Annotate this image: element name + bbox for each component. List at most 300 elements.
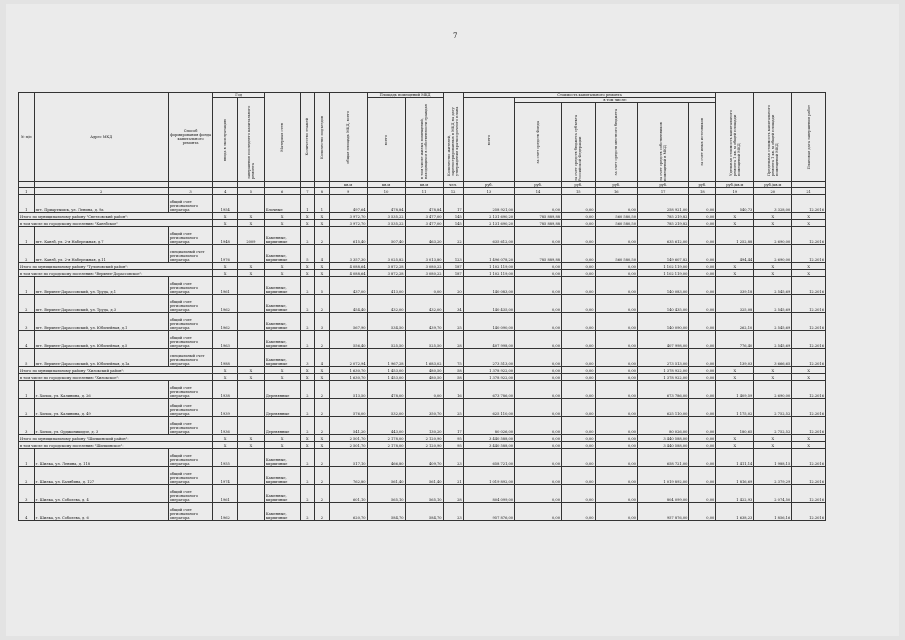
cell-col-1: 2 xyxy=(19,295,35,313)
cell-col-6: Деревянные xyxy=(264,417,300,435)
cell-col-7: X xyxy=(300,263,315,270)
cell-col-2: г. Шилка, ул. Соболева, д. 6 xyxy=(34,503,168,521)
building-row xyxy=(19,277,826,295)
cell-col-8: 2 xyxy=(315,485,330,503)
cell-col-19: X xyxy=(716,270,754,277)
column-numbers-row xyxy=(19,188,826,195)
cell-col-14: 0,00 xyxy=(515,313,562,331)
cell-col-21: 12.2016 xyxy=(792,245,826,263)
cell-col-5: X xyxy=(238,367,265,374)
cell-col-12: 25 xyxy=(443,313,463,331)
cell-col-7: 2 xyxy=(300,313,315,331)
cell-col-20: 2 545,69 xyxy=(754,331,792,349)
cell-col-17: 407 998,00 xyxy=(637,331,688,349)
header-wall-material: Материал стен xyxy=(264,93,300,182)
unit-cell-12: чел. xyxy=(443,182,463,188)
cell-col-11: 2 120,90 xyxy=(405,435,443,442)
cell-col-8: X xyxy=(315,220,330,227)
header-cost-total: всего xyxy=(463,98,514,182)
cell-col-15: 0,00 xyxy=(562,220,596,227)
cell-col-16: 560 580,50 xyxy=(595,220,637,227)
cell-col-21: X xyxy=(792,374,826,381)
cell-col-12: 95 xyxy=(443,442,463,449)
cell-col-7: 2 xyxy=(300,503,315,521)
cell-col-8: 4 xyxy=(315,349,330,367)
cell-col-15: 0,00 xyxy=(562,449,596,467)
cell-col-7: 2 xyxy=(300,417,315,435)
cell-col-10: 584,70 xyxy=(367,503,405,521)
cell-col-10: 525,50 xyxy=(367,331,405,349)
cell-col-10: 532,00 xyxy=(367,399,405,417)
header-address: Адрес МКД xyxy=(34,93,168,182)
cell-col-18: 0,00 xyxy=(689,295,716,313)
cell-col-9: 2 501,70 xyxy=(329,442,367,449)
cell-col-11: 3 477,00 xyxy=(405,220,443,227)
cell-col-12: 17 xyxy=(443,195,463,213)
cell-col-11: 432,00 xyxy=(405,295,443,313)
cell-col-16: 0,00 xyxy=(595,270,637,277)
cell-col-12: 28 xyxy=(443,485,463,503)
cell-col-6: Каменные, кирпичные xyxy=(264,313,300,331)
cell-col-14: 0,00 xyxy=(515,270,562,277)
subtotal-label: в том числе по городскому поселению "Хилокское": xyxy=(19,374,213,381)
cell-col-10: 1 453,00 xyxy=(367,367,405,374)
cell-col-16: 0,00 xyxy=(595,374,637,381)
cell-col-21: 12.2016 xyxy=(792,313,826,331)
cell-col-7: X xyxy=(300,435,315,442)
cell-col-5 xyxy=(238,245,265,263)
cell-col-3: общий счет регионального оператора xyxy=(168,503,213,521)
cell-col-3: общий счет регионального оператора xyxy=(168,417,213,435)
cell-col-7: X xyxy=(300,213,315,220)
cell-col-4: 1938 xyxy=(213,381,238,399)
cell-col-16: 0,00 xyxy=(595,277,637,295)
cell-col-19: X xyxy=(716,263,754,270)
cell-col-20: 2 379,29 xyxy=(754,467,792,485)
cell-col-6: Каменные, кирпичные xyxy=(264,331,300,349)
cell-col-19: X xyxy=(716,220,754,227)
cell-col-21: 12.2016 xyxy=(792,381,826,399)
cell-col-15: 0,00 xyxy=(562,442,596,449)
cell-col-14: 0,00 xyxy=(515,367,562,374)
cell-col-14: 0,00 xyxy=(515,467,562,485)
cell-col-12: 187 xyxy=(443,270,463,277)
cell-col-20: 2 752,52 xyxy=(754,417,792,435)
cell-col-11: 565,10 xyxy=(405,485,443,503)
cell-col-18: 0,00 xyxy=(689,381,716,399)
subtotal-label: Итого по муниципальному району "Тулоновский район": xyxy=(19,263,213,270)
cell-col-19: 1 638,23 xyxy=(716,503,754,521)
cell-col-3: общий счет регионального оператора xyxy=(168,195,213,213)
cell-col-6: X xyxy=(264,374,300,381)
cell-col-9: 4 088,64 xyxy=(329,270,367,277)
page-number: 7 xyxy=(453,32,458,40)
cell-col-19: X xyxy=(716,213,754,220)
cell-col-13: 1 378 922,00 xyxy=(463,367,514,374)
cell-col-15: 0,00 xyxy=(562,485,596,503)
cell-col-21: 12.2016 xyxy=(792,449,826,467)
building-row xyxy=(19,417,826,435)
cell-col-4: X xyxy=(213,213,238,220)
cell-col-10: 3 025,82 xyxy=(367,245,405,263)
cell-col-8: 4 xyxy=(315,245,330,263)
cell-col-8: X xyxy=(315,213,330,220)
cell-col-18: 0,00 xyxy=(689,227,716,245)
cell-col-13: 258 921,00 xyxy=(463,195,514,213)
column-number-20: 20 xyxy=(754,188,792,195)
cell-col-11: 478,84 xyxy=(405,195,443,213)
subtotal-label: в том числе по городскому поселению "Верхнее-Дорассовское": xyxy=(19,270,213,277)
header-owners: за счет средств собственников помещений в МКД xyxy=(637,103,688,182)
cell-col-13: 3 440 588,00 xyxy=(463,435,514,442)
cell-col-18: 0,00 xyxy=(689,331,716,349)
cell-col-19: 540,73 xyxy=(716,195,754,213)
cell-col-4: 1962 xyxy=(213,503,238,521)
cell-col-13: 957 876,00 xyxy=(463,503,514,521)
cell-col-9: 3 357,30 xyxy=(329,245,367,263)
subtotal-row xyxy=(19,213,826,220)
cell-col-13: 1 019 892,00 xyxy=(463,467,514,485)
cell-col-4: 1939 xyxy=(213,399,238,417)
cell-col-11: 3 013,80 xyxy=(405,245,443,263)
cell-col-4: 1962 xyxy=(213,295,238,313)
header-area-total: всего xyxy=(367,98,405,182)
cell-col-15: 0,00 xyxy=(562,435,596,442)
cell-col-1: 1 xyxy=(19,381,35,399)
cell-col-12: 34 xyxy=(443,295,463,313)
cell-col-20: 2 545,69 xyxy=(754,277,792,295)
cell-col-3: общий счет регионального оператора xyxy=(168,313,213,331)
cell-col-8: X xyxy=(315,374,330,381)
cell-col-5: X xyxy=(238,374,265,381)
building-row xyxy=(19,503,826,521)
cell-col-21: 12.2016 xyxy=(792,349,826,367)
cell-col-21: 12.2016 xyxy=(792,503,826,521)
cell-col-2: г. Шилка, ул. Балябина, д. 127 xyxy=(34,467,168,485)
cell-col-6: X xyxy=(264,270,300,277)
cell-col-7: X xyxy=(300,442,315,449)
cell-col-16: 0,00 xyxy=(595,295,637,313)
table-body xyxy=(19,195,826,521)
unit-cell-9: кв.м xyxy=(329,182,367,188)
cell-col-7: 2 xyxy=(300,485,315,503)
cell-col-8: 2 xyxy=(315,227,330,245)
cell-col-11: 561,40 xyxy=(405,467,443,485)
cell-col-5: X xyxy=(238,220,265,227)
cell-col-10: 1 967,28 xyxy=(367,349,405,367)
cell-col-3: специальный счет регионального оператора xyxy=(168,349,213,367)
header-year-commission: ввода в эксплуатацию xyxy=(213,98,238,182)
cell-col-2: пгт. Канзб, ул. 2-я Набережная, д.7 xyxy=(34,227,168,245)
cell-col-19: 494,44 xyxy=(716,245,754,263)
column-number-1: 1 xyxy=(19,188,35,195)
cell-col-10: 1 453,00 xyxy=(367,374,405,381)
cell-col-9: 3 972,70 xyxy=(329,220,367,227)
cell-col-6: Каменные, кирпичные xyxy=(264,449,300,467)
cell-col-10: 3 535,22 xyxy=(367,213,405,220)
cell-col-5 xyxy=(238,503,265,521)
cell-col-5 xyxy=(238,295,265,313)
cell-col-6: X xyxy=(264,213,300,220)
cell-col-6: Каменные, кирпичные xyxy=(264,277,300,295)
cell-col-19: 180,65 xyxy=(716,417,754,435)
cell-col-14: 0,00 xyxy=(515,381,562,399)
column-number-19: 19 xyxy=(716,188,754,195)
cell-col-13: 658 721,00 xyxy=(463,449,514,467)
cell-col-14: 0,00 xyxy=(515,485,562,503)
cell-col-4: X xyxy=(213,442,238,449)
cell-col-13: 407 998,00 xyxy=(463,331,514,349)
cell-col-13: 140 090,00 xyxy=(463,313,514,331)
cell-col-3: общий счет регионального оператора xyxy=(168,227,213,245)
subtotal-label: в том числе по городскому поселению "Шилкинское": xyxy=(19,442,213,449)
cell-col-20: 1 856,16 xyxy=(754,503,792,521)
cell-col-18: 0,00 xyxy=(689,313,716,331)
cell-col-2: г. Шилка, ул. Соболева, д. 4 xyxy=(34,485,168,503)
cell-col-20: X xyxy=(754,213,792,220)
cell-col-4: 1936 xyxy=(213,417,238,435)
cell-col-19: 1 411,14 xyxy=(716,449,754,467)
cell-col-7: 2 xyxy=(300,467,315,485)
building-row xyxy=(19,227,826,245)
cell-col-16: 0,00 xyxy=(595,449,637,467)
cell-col-1: 3 xyxy=(19,313,35,331)
cell-col-9: 601,10 xyxy=(329,485,367,503)
cell-col-11: 409,70 xyxy=(405,449,443,467)
header-max-cost: Предельная стоимость капитального ремонта 1 кв. м общей площади помещений МКД xyxy=(754,93,792,182)
cell-col-17: 785 219,82 xyxy=(637,213,688,220)
cell-col-6: Блочные xyxy=(264,195,300,213)
cell-col-17: 258 921,00 xyxy=(637,195,688,213)
cell-col-21: X xyxy=(792,263,826,270)
cell-col-2: г. Хилок, ул. Калинина, д. 49 xyxy=(34,399,168,417)
cell-col-5 xyxy=(238,277,265,295)
cell-col-14: 785 889,88 xyxy=(515,245,562,263)
cell-col-17: 140 435,00 xyxy=(637,295,688,313)
cell-col-6: Каменные, кирпичные xyxy=(264,485,300,503)
cell-col-8: X xyxy=(315,270,330,277)
cell-col-16: 560 580,50 xyxy=(595,245,637,263)
cell-col-2: г. Хилок, ул. Калинина, д. 26 xyxy=(34,381,168,399)
building-row xyxy=(19,485,826,503)
cell-col-20: X xyxy=(754,220,792,227)
cell-col-9: 517,10 xyxy=(329,449,367,467)
header-total-area: общая площадь МКД, всего xyxy=(329,93,367,182)
cell-col-17: 80 026,00 xyxy=(637,417,688,435)
cell-col-4: X xyxy=(213,374,238,381)
cell-col-1: 4 xyxy=(19,331,35,349)
cell-col-8: X xyxy=(315,263,330,270)
cell-col-8: 2 xyxy=(315,295,330,313)
column-number-17: 17 xyxy=(637,188,688,195)
subtotal-label: Итого по муниципальному району "Шилкинский район": xyxy=(19,435,213,442)
cell-col-6: X xyxy=(264,220,300,227)
cell-col-4: 1961 xyxy=(213,277,238,295)
cell-col-20: X xyxy=(754,367,792,374)
cell-col-15: 0,00 xyxy=(562,417,596,435)
cell-col-12: 75 xyxy=(443,349,463,367)
cell-col-5 xyxy=(238,485,265,503)
cell-col-11: 584,70 xyxy=(405,503,443,521)
cell-col-14: 785 889,88 xyxy=(515,220,562,227)
cell-col-20: 1 988,15 xyxy=(754,449,792,467)
cell-col-18: 0,00 xyxy=(689,449,716,467)
subtotal-row xyxy=(19,263,826,270)
cell-col-10: 3 872,28 xyxy=(367,270,405,277)
cell-col-18: 0,00 xyxy=(689,245,716,263)
cell-col-7: X xyxy=(300,367,315,374)
cell-col-3: общий счет регионального оператора xyxy=(168,467,213,485)
cell-col-6: X xyxy=(264,442,300,449)
cell-col-4: X xyxy=(213,263,238,270)
cell-col-9: 4 088,64 xyxy=(329,263,367,270)
column-number-16: 16 xyxy=(595,188,637,195)
cell-col-13: 673 786,00 xyxy=(463,381,514,399)
cell-col-9: 541,20 xyxy=(329,417,367,435)
cell-col-16: 0,00 xyxy=(595,399,637,417)
building-row xyxy=(19,245,826,263)
cell-col-21: 12.2016 xyxy=(792,399,826,417)
cell-col-13: 273 513,00 xyxy=(463,349,514,367)
cell-col-18: 0,00 xyxy=(689,277,716,295)
subtotal-row xyxy=(19,442,826,449)
cell-col-18: 0,00 xyxy=(689,503,716,521)
cell-col-5 xyxy=(238,467,265,485)
cell-col-12: 58 xyxy=(443,374,463,381)
cell-col-21: 12.2016 xyxy=(792,331,826,349)
cell-col-5: X xyxy=(238,270,265,277)
cell-col-7: 5 xyxy=(300,245,315,263)
cell-col-4: X xyxy=(213,435,238,442)
cell-col-19: 1 816,69 xyxy=(716,467,754,485)
cell-col-19: 325,08 xyxy=(716,295,754,313)
cell-col-20: 2 545,69 xyxy=(754,313,792,331)
cell-col-6: Каменные, кирпичные xyxy=(264,503,300,521)
cell-col-11: 3 080,22 xyxy=(405,263,443,270)
cell-col-11: 463,20 xyxy=(405,227,443,245)
unit-cell-11: кв.м xyxy=(405,182,443,188)
cell-col-7: 2 xyxy=(300,331,315,349)
header-incl: в том числе: xyxy=(515,98,716,103)
cell-col-2: пгт. Приартышск, ул. Ленина, д. 9а xyxy=(34,195,168,213)
cell-col-11: 480,50 xyxy=(405,374,443,381)
cell-col-1: 2 xyxy=(19,399,35,417)
cell-col-12: 22 xyxy=(443,227,463,245)
cell-col-6: Деревянные xyxy=(264,381,300,399)
cell-col-20: X xyxy=(754,374,792,381)
cell-col-6: Каменные, кирпичные xyxy=(264,227,300,245)
cell-col-21: X xyxy=(792,213,826,220)
cell-col-12: 20 xyxy=(443,277,463,295)
cell-col-19: 1 175,02 xyxy=(716,399,754,417)
cell-col-21: X xyxy=(792,367,826,374)
column-number-4: 4 xyxy=(213,188,238,195)
cell-col-15: 0,00 xyxy=(562,270,596,277)
cell-col-14: 0,00 xyxy=(515,449,562,467)
cell-col-12: 17 xyxy=(443,417,463,435)
cell-col-17: 3 440 588,00 xyxy=(637,435,688,442)
building-row xyxy=(19,467,826,485)
cell-col-6: X xyxy=(264,263,300,270)
cell-col-7: 2 xyxy=(300,399,315,417)
building-row xyxy=(19,449,826,467)
cell-col-11: 525,50 xyxy=(405,331,443,349)
cell-col-12: 23 xyxy=(443,449,463,467)
cell-col-18: 0,00 xyxy=(689,195,716,213)
cell-col-10: 3 872,28 xyxy=(367,263,405,270)
cell-col-5 xyxy=(238,399,265,417)
cell-col-9: 567,90 xyxy=(329,313,367,331)
cell-col-8: 2 xyxy=(315,381,330,399)
cell-col-3: общий счет регионального оператора xyxy=(168,295,213,313)
cell-col-5 xyxy=(238,381,265,399)
cell-col-5: X xyxy=(238,263,265,270)
cell-col-15: 0,00 xyxy=(562,349,596,367)
cell-col-21: X xyxy=(792,220,826,227)
column-number-8: 8 xyxy=(315,188,330,195)
cell-col-20: X xyxy=(754,442,792,449)
cell-col-21: 12.2016 xyxy=(792,277,826,295)
header-specific-cost: Удельная стоимость капитального ремонта 1 кв. м общей площади помещений МКД xyxy=(716,93,754,182)
cell-col-10: 432,00 xyxy=(367,295,405,313)
cell-col-10: 561,40 xyxy=(367,467,405,485)
cell-col-20: X xyxy=(754,263,792,270)
building-row xyxy=(19,331,826,349)
cell-col-21: 12.2016 xyxy=(792,467,826,485)
cell-col-14: 0,00 xyxy=(515,435,562,442)
cell-col-21: X xyxy=(792,435,826,442)
cell-col-1: 2 xyxy=(19,467,35,485)
table-header xyxy=(19,93,826,195)
column-number-13: 13 xyxy=(463,188,514,195)
cell-col-17: 149 607,82 xyxy=(637,245,688,263)
cell-col-4: 1976 xyxy=(213,245,238,263)
cell-col-8: 2 xyxy=(315,417,330,435)
cell-col-11: 3 477,00 xyxy=(405,213,443,220)
cell-col-17: 635 612,00 xyxy=(637,227,688,245)
cell-col-17: 957 876,00 xyxy=(637,503,688,521)
cell-col-14: 0,00 xyxy=(515,399,562,417)
building-row xyxy=(19,195,826,213)
cell-col-7: 2 xyxy=(300,227,315,245)
cell-col-2: г. Шилка, ул. Ленина, д. 118 xyxy=(34,449,168,467)
column-number-2: 2 xyxy=(34,188,168,195)
cell-col-8: 2 xyxy=(315,331,330,349)
building-row xyxy=(19,349,826,367)
cell-col-10: 3 535,22 xyxy=(367,220,405,227)
header-residents: Количество жителей, зарегистрированных в МКД на дату утверждения краткосрочного плана xyxy=(443,93,463,182)
unit-cell-18: руб. xyxy=(689,182,716,188)
cell-col-5 xyxy=(238,195,265,213)
cell-col-1: 4 xyxy=(19,503,35,521)
cell-col-13: 2 131 690,20 xyxy=(463,213,514,220)
cell-col-17: 1 378 922,00 xyxy=(637,374,688,381)
cell-col-15: 0,00 xyxy=(562,195,596,213)
cell-col-19: X xyxy=(716,367,754,374)
building-row xyxy=(19,381,826,399)
cell-col-3: специальный счет регионального оператора xyxy=(168,245,213,263)
header-n: № п/п xyxy=(19,93,35,182)
cell-col-21: X xyxy=(792,270,826,277)
cell-col-2: пгт. Канзб, ул. 2-я Набережная, д.11 xyxy=(34,245,168,263)
cell-col-12: 123 xyxy=(443,245,463,263)
cell-col-10: 2 178,00 xyxy=(367,435,405,442)
cell-col-15: 0,00 xyxy=(562,374,596,381)
column-number-5: 5 xyxy=(238,188,265,195)
cell-col-8: 2 xyxy=(315,467,330,485)
cell-col-16: 0,00 xyxy=(595,367,637,374)
cell-col-18: 0,00 xyxy=(689,213,716,220)
